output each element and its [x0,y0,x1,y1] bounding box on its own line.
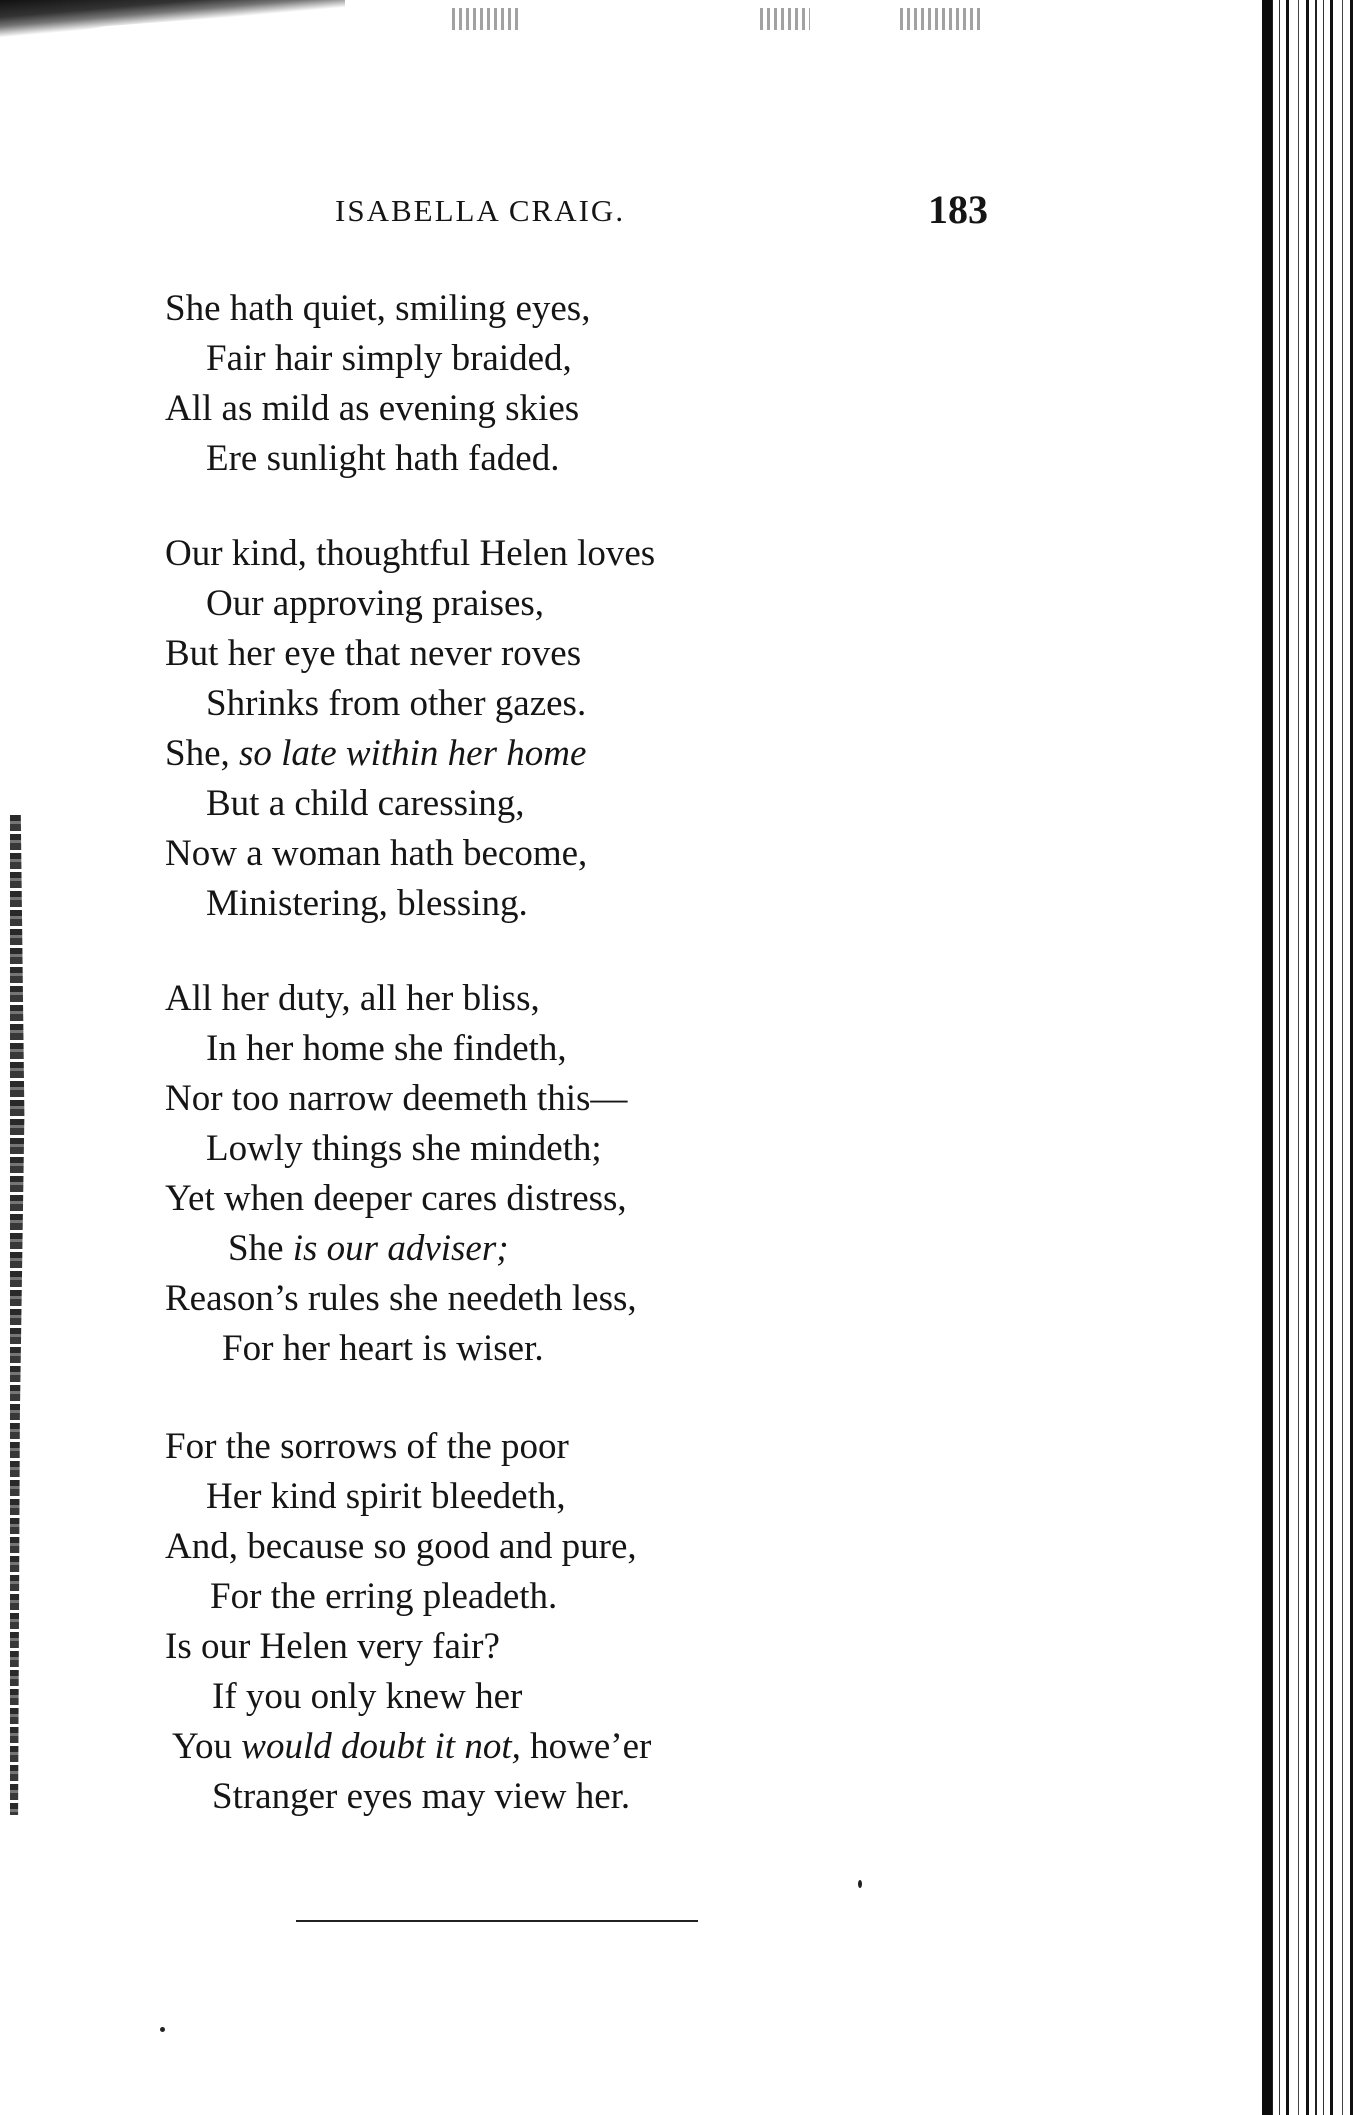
verse-line: She hath quiet, smiling eyes, [165,288,591,329]
page-binding-edge [1262,0,1354,2115]
scan-smudge [0,0,345,48]
running-title: ISABELLA CRAIG. [335,193,626,228]
verse-italic-text: would doubt it not, [241,1726,521,1767]
verse-line: If you only knew her [212,1676,523,1717]
verse-line: Fair hair simply braided, [206,338,572,379]
scan-speckle [900,8,980,30]
verse-line: All as mild as evening skies [165,388,580,429]
verse-line: But a child caressing, [206,783,525,824]
verse-text: howe’er [520,1726,652,1767]
scan-speckle [452,8,522,30]
scan-left-edge [10,815,28,1815]
verse-line: In her home she findeth, [206,1028,567,1069]
verse-line [172,1728,651,1765]
verse-line: For her heart is wiser. [222,1328,544,1369]
verse-line: Shrinks from other gazes. [206,683,587,724]
scan-speck [858,1880,862,1888]
verse-line: But her eye that never roves [165,633,582,674]
verse-line: Our kind, thoughtful Helen loves [165,533,656,574]
scan-speckle [760,8,810,30]
verse-line: Nor too narrow deemeth this— [165,1078,628,1119]
verse-line: For the erring pleadeth. [210,1576,558,1617]
verse-line: Yet when deeper cares distress, [165,1178,627,1219]
verse-line: Ministering, blessing. [206,883,528,924]
verse-line: Our approving praises, [206,583,545,624]
verse-text: You [172,1726,242,1767]
verse-line: Her kind spirit bleedeth, [206,1476,566,1517]
verse-italic-text: so late within her home [239,733,587,774]
verse-line: Lowly things she mindeth; [206,1128,602,1169]
verse-text: She, [165,733,239,774]
verse-line: Now a woman hath become, [165,833,588,874]
section-divider [296,1920,698,1922]
verse-line: Ere sunlight hath faded. [206,438,560,479]
verse-text: She [228,1228,293,1269]
verse-line: For the sorrows of the poor [165,1426,569,1467]
verse-line [228,1230,509,1267]
verse-line: Stranger eyes may view her. [212,1776,631,1817]
verse-line: Is our Helen very fair? [165,1626,500,1667]
scan-speck [160,2027,165,2032]
verse-line: Reason’s rules she needeth less, [165,1278,637,1319]
page-number: 183 [928,187,988,232]
verse-italic-text: is our adviser; [292,1228,509,1269]
verse-line: And, because so good and pure, [165,1526,637,1567]
verse-line [165,735,586,772]
verse-line: All her duty, all her bliss, [165,978,540,1019]
